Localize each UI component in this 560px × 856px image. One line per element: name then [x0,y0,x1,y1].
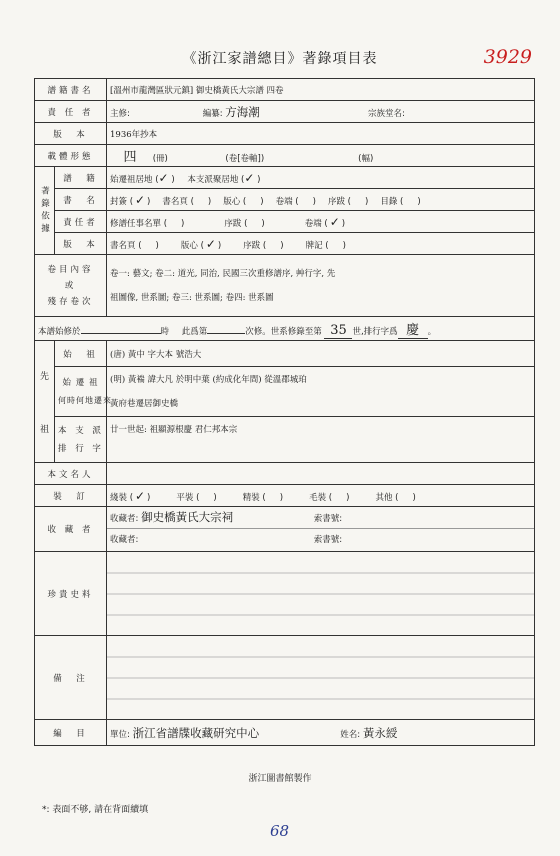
compiler-name-value: 黃永綬 [362,725,398,740]
compiler-unit-value: 浙江省譜牒收藏研究中心 [132,725,260,740]
row-basis-responsible [35,211,535,233]
value-remarks [107,636,535,720]
label-basis-group: 著錄依據 [35,167,55,255]
carrier-unit-volumes: (冊) [152,154,168,164]
footer-note: *: 表面不够, 請在背面續填 [42,805,149,815]
row-precious [35,552,535,636]
contents-line-2: 祖圖像, 世系圖; 卷三: 世系圖; 卷四: 世系圖 [110,292,274,303]
value-basis-origin [107,167,535,189]
label-basis-origin: 譜 籍 [55,167,107,189]
label-holder: 收 藏 者 [35,507,107,552]
label-precious: 珍貴史料 [35,552,107,636]
label-carrier: 載體形態 [35,145,107,167]
value-compiler: 單位: 浙江省譜牒收藏研究中心 姓名: 黃永綬 [107,720,535,746]
checkbox-responsible-2: 卷端 ( ✓ ) [304,214,346,229]
row-remarks [35,636,535,720]
holder-line-1: 收藏者: 御史橋黃氏大宗祠 索書號: [107,507,534,529]
checkbox-bookname-4: 序跋 ( ) [327,196,369,207]
value-migrating-ancestor: (明) 黃褍 諱大凡 於明中葉 (約成化年間) 從溫郡城珀 黃府巷遷居御史橋 [107,367,535,417]
value-binding [107,485,535,507]
contents-line-1: 卷一: 藝文; 卷二: 道光, 同治, 民國三次重修譜序, 艸行字, 先 [110,268,336,279]
value-holder [107,507,535,552]
carrier-unit-sheets: (幅) [358,154,374,164]
row-origin-line [35,317,535,341]
label-first-ancestor: 始 祖 [55,341,107,367]
label-ancestor-group: 先 祖 [35,341,55,463]
label-edition: 版 本 [35,123,107,145]
row-notable [35,463,535,485]
value-origin-line: 本譜始修於 時 此爲第 次修。世系修錄至第 35 世,排行字爲 慶 。 [35,317,535,341]
checkbox-bookname-2: 版心 ( ) [223,196,264,207]
collector-value: 御史橋黃氏大宗祠 [141,510,234,524]
checkbox-binding-0: 綫裝 ( ✓ ) [110,488,151,503]
label-basis-version: 版 本 [55,233,107,255]
checkbox-bookname-3: 卷端 ( ) [275,196,316,207]
label-branch: 本 支 派 排 行 字 [55,417,107,463]
holder-line-2: 收藏者: 索書號: [110,535,343,545]
label-binding: 裝 訂 [35,485,107,507]
hall-label: 宗族堂名: [368,108,405,119]
value-basis-responsible [107,211,535,233]
row-compiler [35,720,535,746]
row-basis-version [35,233,535,255]
value-basis-bookname [107,189,535,211]
footer-org: 浙江圖書館製作 [248,774,312,784]
checkbox-bookname-1: 書名頁 ( ) [162,196,212,207]
checkbox-version-1: 版心 ( ✓ ) [180,236,222,251]
value-first-ancestor: (唐) 黃中 字大本 號浩大 [107,341,535,367]
carrier-count: 四 [123,150,137,165]
carrier-unit-scrolls: (卷[卷軸]) [225,154,265,164]
checkbox-binding-3: 毛裝 ( ) [309,492,350,503]
row-edition [35,123,535,145]
compiler-label: 編纂: [202,108,223,119]
value-notable [107,463,535,485]
row-basis-bookname [35,189,535,211]
rank-char-value: 慶 [398,319,428,339]
row-basis-origin [35,167,535,189]
value-author [107,101,535,123]
label-compiler: 編 目 [35,720,107,746]
row-author [35,101,535,123]
checkbox-binding-2: 精裝 ( ) [242,492,284,503]
row-carrier [35,145,535,167]
label-title: 譜籍書名 [35,79,107,101]
editor-label: 主修: [110,108,130,119]
row-ancestor-first [35,341,535,367]
checkbox-bookname-0: 封簽 ( ✓ ) [110,192,151,207]
row-binding [35,485,535,507]
value-contents [107,255,535,317]
checkbox-bookname-5: 目錄 ( ) [380,196,421,207]
compiler-value: 方海潮 [225,104,260,119]
value-title: [溫州市龍灣區狀元鎮] 御史橋黃氏大宗譜 四卷 [107,79,535,101]
label-migrating-ancestor: 始 遷 祖 何時何地遷來 [55,367,107,417]
row-ancestor-migrating [35,367,535,417]
value-edition: 1936年抄本 [107,123,535,145]
page-number: 68 [270,822,290,840]
catalog-form-table [34,78,535,746]
checkbox-version-3: 牌記 ( ) [305,240,346,251]
row-contents [35,255,535,317]
label-author: 責 任 者 [35,101,107,123]
checkbox-binding-4: 其他 ( ) [375,492,416,503]
generation-value: 35 [324,323,352,339]
value-basis-version [107,233,535,255]
row-ancestor-branch [35,417,535,463]
label-notable: 本文名人 [35,463,107,485]
checkbox-responsible-0: 修譜任事名單 ( ) [110,218,185,229]
value-precious [107,552,535,636]
row-title [35,79,535,101]
checkbox-responsible-1: 序跋 ( ) [224,218,265,229]
document-number: 3929 [483,46,532,68]
label-remarks: 備 注 [35,636,107,720]
label-basis-responsible: 責任者 [55,211,107,233]
checkbox-origin-branch: 本支派聚居地 (✓ ) [187,170,261,185]
form-title: 《浙江家譜總目》著錄項目表 [182,51,378,67]
label-basis-bookname: 書 名 [55,189,107,211]
value-carrier [107,145,535,167]
checkbox-version-2: 序跋 ( ) [243,240,284,251]
checkbox-binding-1: 平裝 ( ) [176,492,217,503]
label-contents: 卷目內容 或 殘存卷次 [35,255,107,317]
checkbox-origin-ancestor: 始遷祖居地 (✓ ) [110,170,175,185]
value-branch: 廿一世起: 祖顯源根慶 君仁邦本宗 [107,417,535,463]
checkbox-version-0: 書名頁 ( ) [110,240,159,251]
row-holder [35,507,535,552]
